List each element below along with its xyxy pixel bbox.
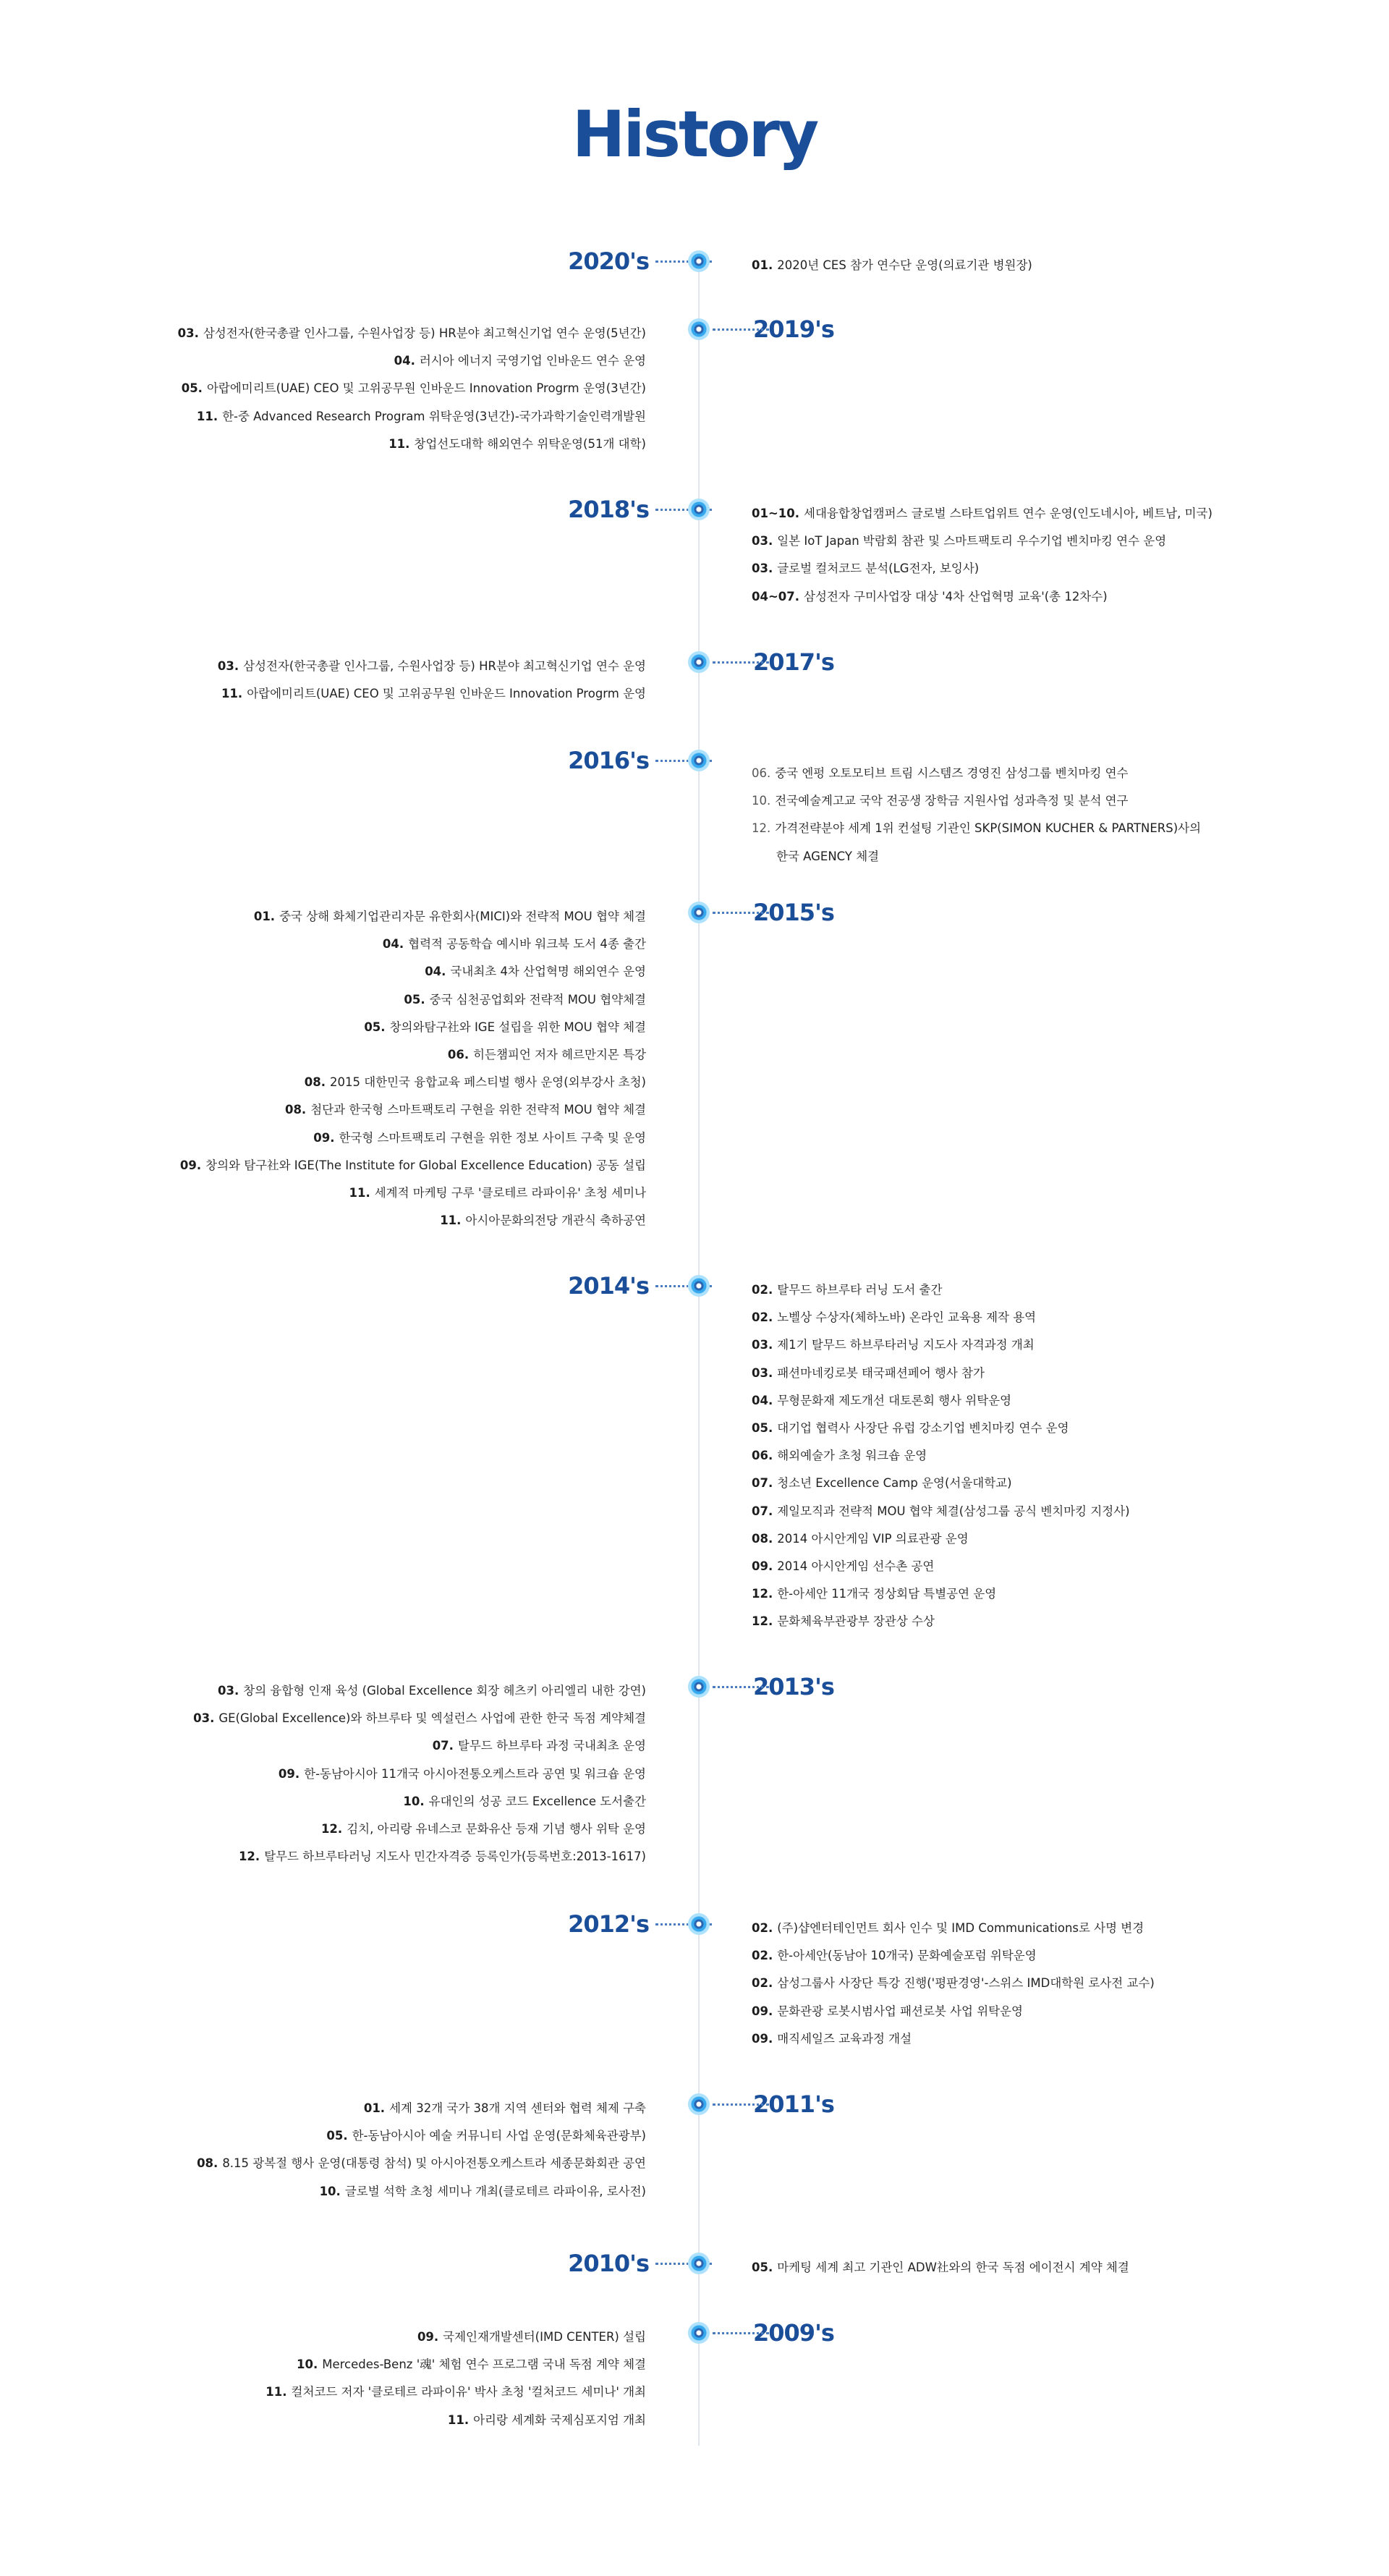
list-item: 04. 무형문화재 제도개선 대토론회 행사 위탁운영 (752, 1393, 1012, 1407)
event-list (178, 320, 646, 458)
list-item: 11. 아리랑 세계화 국제심포지엄 개최 (447, 2412, 646, 2427)
event-list (752, 500, 1212, 611)
list-item: 03. 글로벌 컬처코드 분석(LG전자, 보잉사) (752, 562, 980, 576)
year-label: 2016's (568, 747, 649, 774)
year-label: 2017's (753, 648, 834, 676)
list-item: 08. 8.15 광복절 행사 운영(대통령 참석) 및 아시아전통오케스트라 세종문화회관 공연 (197, 2156, 646, 2171)
list-item: 10. Mercedes-Benz '魂' 체험 연수 프로그램 국내 독점 계약 체결 (297, 2357, 646, 2372)
list-item: 09. 문화관광 로봇시범사업 패션로봇 사업 위탁운영 (752, 2004, 1023, 2018)
list-item: 11. 아시아문화의전당 개관식 축하공연 (440, 1213, 646, 1228)
list-item: 한국 AGENCY 체결 (776, 849, 880, 863)
list-item: 07. 제일모직과 전략적 MOU 협약 체결(삼성그룹 공식 벤치마킹 지정사) (752, 1504, 1130, 1518)
timeline-node-icon (688, 750, 710, 771)
year-label: 2011's (753, 2090, 834, 2118)
list-item: 05. 한-동남아시아 예술 커뮤니티 사업 운영(문화체육관광부) (326, 2129, 646, 2143)
event-list (752, 1915, 1155, 2053)
list-item: 05. 창의와탐구社와 IGE 설립을 위한 MOU 협약 체결 (364, 1020, 646, 1034)
list-item: 08. 첨단과 한국형 스마트팩토리 구현을 위한 전략적 MOU 협약 체결 (284, 1103, 646, 1117)
list-item: 04~07. 삼성전자 구미사업장 대상 '4차 산업혁명 교육'(총 12차수) (752, 589, 1108, 603)
timeline-node-icon (688, 2322, 710, 2344)
list-item: 12. 문화체육부관광부 장관상 수상 (752, 1614, 935, 1629)
year-label: 2010's (568, 2250, 649, 2277)
timeline-node-icon (688, 902, 710, 923)
list-item: 09. 한-동남아시아 11개국 아시아전통오케스트라 공연 및 워크숍 운영 (278, 1766, 646, 1781)
event-list (218, 653, 646, 708)
list-item: 03. 삼성전자(한국총괄 인사그룹, 수원사업장 등) HR분야 최고혁신기업 연수 운영 (217, 659, 646, 673)
list-item: 04. 협력적 공동학습 예시바 워크북 도서 4종 출간 (382, 937, 646, 952)
list-item: 05. 중국 심천공업회와 전략적 MOU 협약체결 (404, 992, 646, 1007)
timeline-node-icon (688, 318, 710, 340)
event-list (197, 2095, 646, 2206)
list-item: 09. 창의와 탐구社와 IGE(The Institute for Global Excellence Education) 공동 설립 (179, 1158, 646, 1172)
event-list (752, 1276, 1130, 1636)
event-list (752, 2254, 1129, 2281)
event-list (752, 252, 1032, 279)
list-item: 07. 청소년 Excellence Camp 운영(서울대학교) (752, 1476, 1012, 1491)
list-item: 12. 탈무드 하브루타러닝 지도사 민간자격증 등록인가(등록번호:2013-1617) (238, 1850, 646, 1864)
list-item: 02. 탈무드 하브루타 러닝 도서 출간 (752, 1283, 943, 1297)
list-item: 04. 러시아 에너지 국영기업 인바운드 연수 운영 (394, 354, 646, 368)
timeline-node-icon (688, 250, 710, 272)
year-label: 2014's (568, 1272, 649, 1300)
dotted-connector (713, 329, 769, 331)
list-item: 06. 중국 엔펑 오토모티브 트림 시스템즈 경영진 삼성그룹 벤치마킹 연수 (752, 766, 1129, 780)
timeline-node-icon (688, 2253, 710, 2274)
list-item: 11. 한-중 Advanced Research Program 위탁운영(3년간)-국가과학기술인력개발원 (196, 409, 646, 423)
timeline-node-icon (688, 2093, 710, 2115)
timeline-node-icon (688, 499, 710, 520)
list-item: 12. 김치, 아리랑 유네스코 문화유산 등재 기념 행사 위탁 운영 (320, 1822, 646, 1836)
list-item: 06. 해외예술가 초청 워크숍 운영 (752, 1449, 927, 1463)
dotted-connector (713, 1686, 769, 1688)
list-item: 11. 아랍에미리트(UAE) CEO 및 고위공무원 인바운드 Innovation Progrm 운영 (221, 687, 646, 701)
list-item: 05. 아랍에미리트(UAE) CEO 및 고위공무원 인바운드 Innovation Progrm 운영(3년간) (181, 381, 646, 396)
list-item: 12. 한-아세안 11개국 정상회담 특별공연 운영 (752, 1587, 997, 1601)
list-item: 03. 일본 IoT Japan 박람회 참관 및 스마트팩토리 우수기업 벤치마킹 연수 운영 (752, 534, 1167, 548)
year-label: 2020's (568, 247, 649, 275)
timeline-node-icon (688, 1676, 710, 1698)
dotted-connector (713, 2332, 769, 2334)
list-item: 07. 탈무드 하브루타 과정 국내최초 운영 (432, 1739, 646, 1753)
list-item: 10. 글로벌 석학 초청 세미나 개최(클로테르 라파이유, 로사전) (319, 2184, 646, 2198)
event-list (193, 1677, 646, 1870)
list-item: 09. 국제인재개발센터(IMD CENTER) 설립 (417, 2330, 646, 2344)
list-item: 12. 가격전략분야 세계 1위 컨설팅 기관인 SKP(SIMON KUCHER & PARTNERS)사의 (752, 821, 1202, 836)
list-item: 08. 2014 아시안게임 VIP 의료관광 운영 (752, 1531, 969, 1546)
list-item: 02. 한-아세안(동남아 10개국) 문화예술포럼 위탁운영 (752, 1949, 1037, 1963)
list-item: 06. 히든챔피언 저자 헤르만지몬 특강 (447, 1048, 646, 1062)
list-item: 03. 제1기 탈무드 하브루타러닝 지도사 자격과정 개최 (752, 1338, 1035, 1352)
page-title: History (572, 97, 817, 171)
list-item: 04. 국내최초 4차 산업혁명 해외연수 운영 (425, 965, 646, 979)
list-item: 01. 2020년 CES 참가 연수단 운영(의료기관 병원장) (752, 258, 1032, 272)
list-item: 01~10. 세대융합창업캠퍼스 글로벌 스타트업위트 연수 운영(인도네시아, 베트남, 미국) (752, 507, 1212, 520)
timeline-node-icon (688, 1275, 710, 1297)
year-label: 2018's (568, 496, 649, 523)
event-list (266, 2323, 646, 2434)
dotted-connector (713, 2103, 769, 2106)
timeline-node-icon (688, 651, 710, 673)
list-item: 01. 중국 상해 화체기업관리자문 유한회사(MICI)와 전략적 MOU 협약 체결 (253, 910, 646, 923)
list-item: 09. 매직세일즈 교육과정 개설 (752, 2031, 912, 2046)
dotted-connector (713, 661, 769, 664)
list-item: 11. 컬처코드 저자 '클로테르 라파이유' 박사 초청 '컬처코드 세미나' 개최 (266, 2385, 646, 2399)
timeline-node-icon (688, 1913, 710, 1935)
list-item: 01. 세계 32개 국가 38개 지역 센터와 협력 체제 구축 (363, 2101, 646, 2115)
list-item: 03. 창의 융합형 인재 육성 (Global Excellence 회장 헤츠키 아리엘리 내한 강연) (218, 1684, 646, 1698)
event-list (752, 760, 1201, 870)
dotted-connector (713, 912, 769, 914)
list-item: 03. 삼성전자(한국총괄 인사그룹, 수원사업장 등) HR분야 최고혁신기업 연수 운영(5년간) (177, 326, 646, 340)
list-item: 11. 창업선도대학 해외연수 위탁운영(51개 대학) (388, 436, 646, 451)
list-item: 10. 유대인의 성공 코드 Excellence 도서출간 (403, 1794, 646, 1808)
list-item: 05. 마케팅 세계 최고 기관인 ADW社와의 한국 독점 에이전시 계약 체결 (752, 2261, 1129, 2274)
list-item: 05. 대기업 협력사 사장단 유럽 강소기업 벤치마킹 연수 운영 (752, 1421, 1069, 1436)
year-label: 2015's (753, 899, 834, 926)
list-item: 03. GE(Global Excellence)와 하브루타 및 엑설런스 사업에 관한 한국 독점 계약체결 (193, 1711, 646, 1726)
list-item: 02. (주)샵엔터테인먼트 회사 인수 및 IMD Communications로 사명 변경 (752, 1921, 1144, 1935)
list-item: 08. 2015 대한민국 융합교육 페스티벌 행사 운영(외부강사 초청) (304, 1075, 646, 1090)
year-label: 2012's (568, 1910, 649, 1938)
timeline-line (698, 259, 700, 2446)
year-label: 2019's (753, 315, 834, 343)
list-item: 03. 패션마네킹로봇 태국패션페어 행사 참가 (752, 1365, 985, 1380)
list-item: 10. 전국예술계고교 국악 전공생 장학금 지원사업 성과측정 및 분석 연구 (752, 794, 1129, 808)
year-label: 2013's (753, 1673, 834, 1700)
list-item: 02. 노벨상 수상자(체하노바) 온라인 교육용 제작 용역 (752, 1310, 1037, 1325)
event-list (180, 903, 646, 1234)
list-item: 09. 한국형 스마트팩토리 구현을 위한 정보 사이트 구축 및 운영 (313, 1130, 646, 1145)
year-label: 2009's (753, 2319, 834, 2347)
list-item: 11. 세계적 마케팅 구루 '클로테르 라파이유' 초청 세미나 (349, 1186, 646, 1200)
list-item: 09. 2014 아시안게임 선수촌 공연 (752, 1559, 935, 1574)
list-item: 02. 삼성그룹사 사장단 특강 진행('평판경영'-스위스 IMD대학원 로사전 교수) (752, 1976, 1155, 1991)
